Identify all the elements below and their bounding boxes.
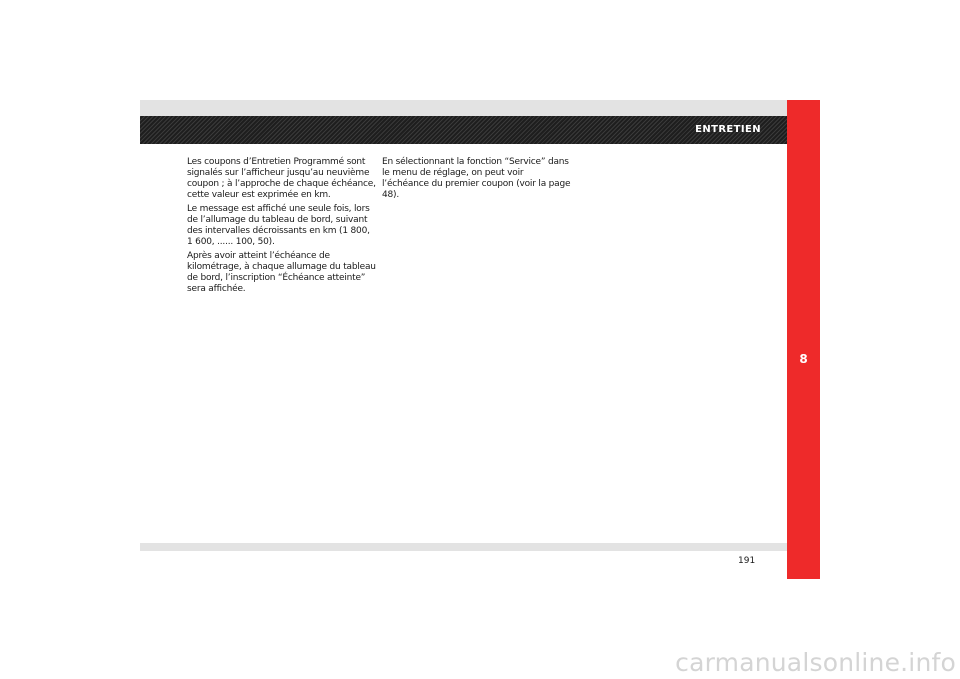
section-title: ENTRETIEN <box>695 124 761 135</box>
right-text-column <box>382 157 572 204</box>
page-number: 191 <box>738 556 756 566</box>
paragraph: En sélectionnant la fonction “Service” dans le menu de réglage, on peut voir l’échéance du premier coupon (voir la page 48). <box>382 157 571 200</box>
watermark: carmanualsonline.info <box>675 648 956 677</box>
paragraph: Après avoir atteint l’échéance de kilométrage, à chaque allumage du tableau de bord, l’inscription “Échéance atteinte” sera affichée. <box>187 251 376 294</box>
left-text-column <box>187 157 377 298</box>
paragraph: Les coupons d’Entretien Programmé sont signalés sur l’afficheur jusqu’au neuvième coupon ; à l’approche de chaque échéance, cette valeur est exprimée en km. <box>187 157 376 200</box>
top-grey-band <box>140 100 787 116</box>
chapter-tab <box>787 100 820 579</box>
bottom-grey-band <box>140 543 787 551</box>
paragraph: Le message est affiché une seule fois, lors de l’allumage du tableau de bord, suivant des intervalles décroissants en km (1 800, 1 600, ...... 100, 50). <box>187 204 370 247</box>
chapter-number: 8 <box>799 352 808 366</box>
header-bar <box>140 116 787 144</box>
